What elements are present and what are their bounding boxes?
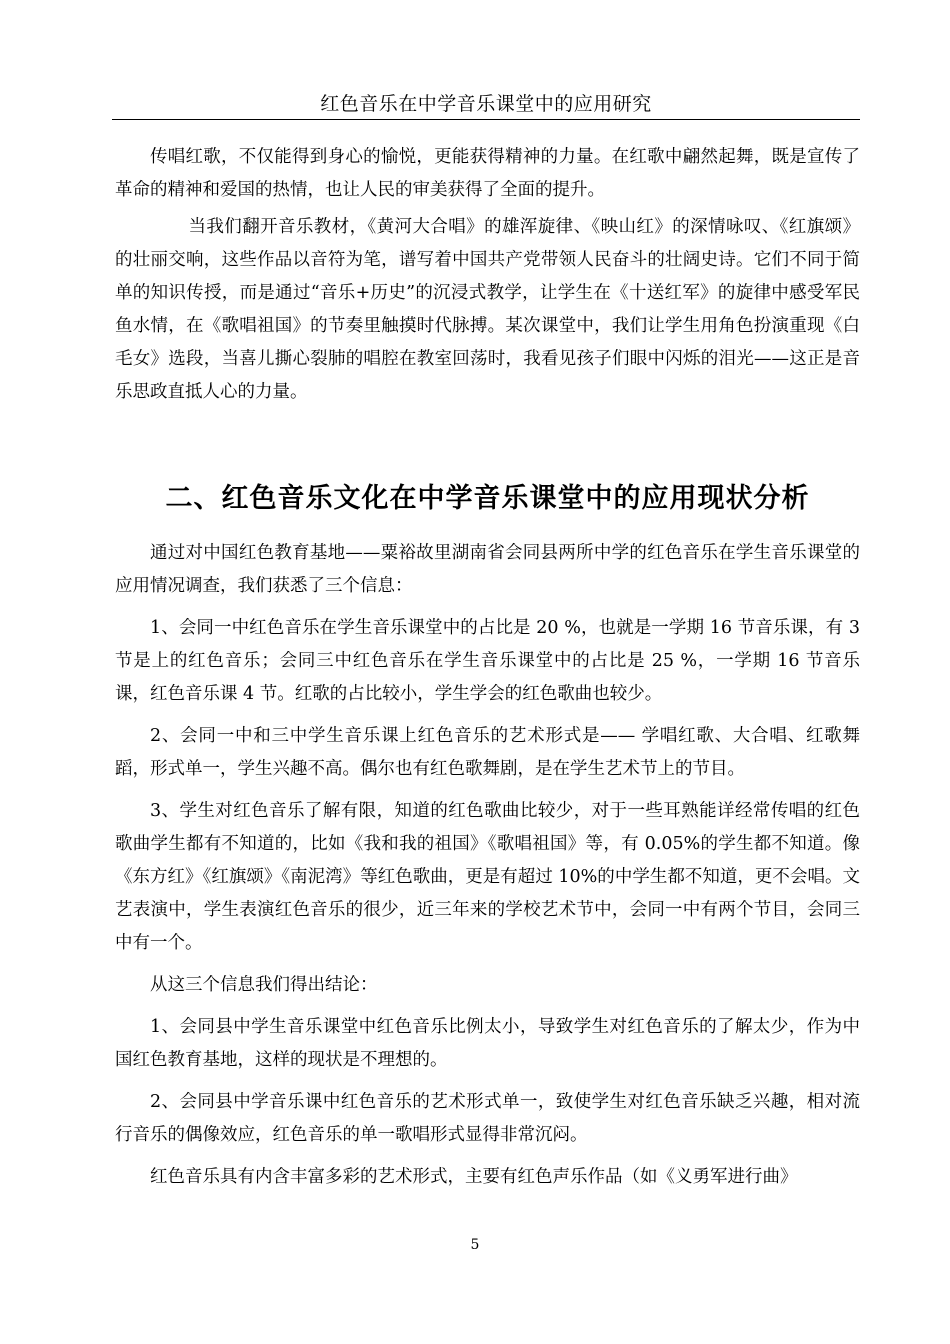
paragraph: 2、会同一中和三中学生音乐课上红色音乐的艺术形式是—— 学唱红歌、大合唱、红歌舞蹈，形式单一，学生兴趣不高。偶尔也有红色歌舞剧，是在学生艺术节上的节目。 — [115, 726, 860, 779]
paragraph: 当我们翻开音乐教材，《黄河大合唱》的雄浑旋律、《映山红》的深情咏叹、《红旗颂》的壮丽交响，这些作品以音符为笔，谱写着中国共产党带领人民奋斗的壮阔史诗。它们不同于简单的知识传授，而是通过“音乐+历史”的沉浸式教学，让学生在《十送红军》的旋律中感受军民鱼水情，在《歌唱祖国》的节奏里触摸时代脉搏。某次课堂中，我们让学生用角色扮演重现《白毛女》选段，当喜儿撕心裂肺的唱腔在教室回荡时，我看见孩子们眼中闪烁的泪光——这正是音乐思政直抵人心的力量。 — [115, 217, 860, 402]
paragraph: 1、会同一中红色音乐在学生音乐课堂中的占比是 20 %，也就是一学期 16 节音乐课，有 3 节是上的红色音乐；会同三中红色音乐在学生音乐课堂中的占比是 25 %，一学期 16 节音乐课，红色音乐课 4 节。红歌的占比较小，学生学会的红色歌曲也较少。 — [115, 618, 860, 704]
paragraph: 传唱红歌，不仅能得到身心的愉悦，更能获得精神的力量。在红歌中翩然起舞，既是宣传了革命的精神和爱国的热情，也让人民的审美获得了全面的提升。 — [115, 147, 860, 200]
running-header: 红色音乐在中学音乐课堂中的应用研究 — [320, 93, 652, 115]
paragraph: 3、学生对红色音乐了解有限，知道的红色歌曲比较少，对于一些耳熟能详经常传唱的红色歌曲学生都有不知道的，比如《我和我的祖国》《歌唱祖国》等，有 0.05%的学生都不知道。像《东方红》《红旗颂》《南泥湾》等红色歌曲，更是有超过 10%的中学生都不知道，更不会唱。文艺表演中，学生表演红色音乐的很少，近三年来的学校艺术节中，会同一中有两个节目，会同三中有一个。 — [115, 801, 860, 953]
paragraph: 1、会同县中学生音乐课堂中红色音乐比例太小，导致学生对红色音乐的了解太少，作为中国红色教育基地，这样的现状是不理想的。 — [115, 1017, 860, 1070]
paragraph: 红色音乐具有内含丰富多彩的艺术形式，主要有红色声乐作品（如《义勇军进行曲》 — [150, 1167, 798, 1187]
section-text-block — [115, 537, 860, 1194]
paragraph: 通过对中国红色教育基地——粟裕故里湖南省会同县两所中学的红色音乐在学生音乐课堂的应用情况调查，我们获悉了三个信息： — [115, 543, 860, 596]
paragraph: 2、会同县中学音乐课中红色音乐的艺术形式单一，致使学生对红色音乐缺乏兴趣，相对流行音乐的偶像效应，红色音乐的单一歌唱形式显得非常沉闷。 — [115, 1092, 860, 1145]
paragraph: 从这三个信息我们得出结论： — [150, 975, 378, 995]
section-heading: 二、红色音乐文化在中学音乐课堂中的应用现状分析 — [165, 483, 810, 514]
page-number: 5 — [470, 1237, 480, 1253]
header-rule — [112, 119, 860, 120]
intro-text-block — [115, 141, 860, 409]
